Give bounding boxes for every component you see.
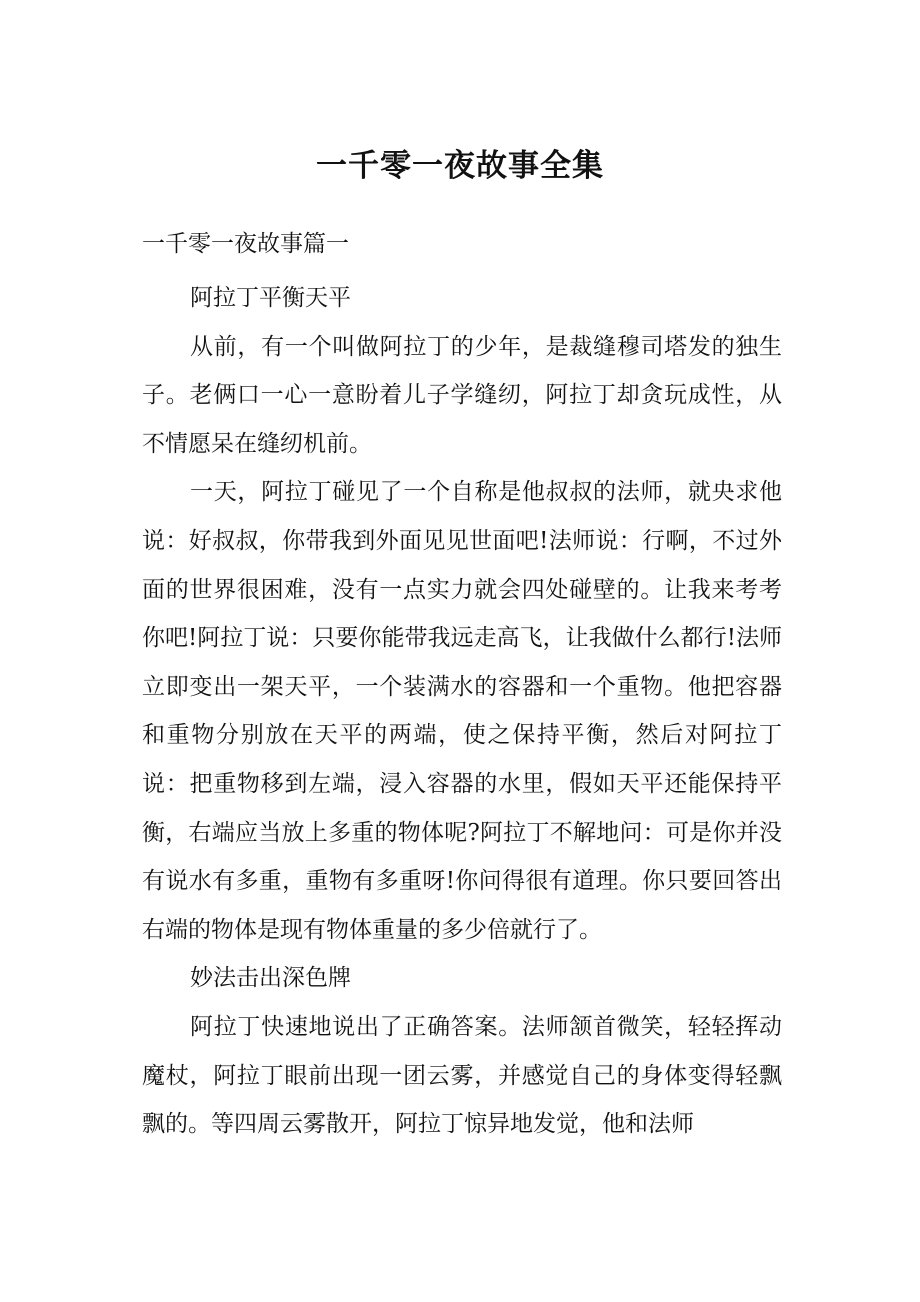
section-heading-aladdin-balance: 阿拉丁平衡天平 [190,285,351,311]
page-title: 一千零一夜故事全集 [316,148,604,184]
paragraph: 从前，有一个叫做阿拉丁的少年，是裁缝穆司塔发的独生子。老俩口一心一意盼着儿子学缝纫，阿拉丁却贪玩成性，从不情愿呆在缝纫机前。 [142,333,782,457]
paragraph: 一天，阿拉丁碰见了一个自称是他叔叔的法师，就央求他说：好叔叔，你带我到外面见见世面吧!法师说：行啊，不过外面的世界很困难，没有一点实力就会四处碰壁的。让我来考考你吧!阿拉丁说：只要你能带我远走高飞，让我做什么都行!法师立即变出一架天平，一个装满水的容器和一个重物。他把容器和重物分别放在天平的两端，使之保持平衡，然后对阿拉丁说：把重物移到左端，浸入容器的水里，假如天平还能保持平衡，右端应当放上多重的物体呢?阿拉丁不解地问：可是你并没有说水有多重，重物有多重呀!你问得很有道理。你只要回答出右端的物体是现有物体重量的多少倍就行了。 [142,479,782,943]
section-heading-dark-card: 妙法击出深色牌 [190,965,351,992]
document-body [142,274,782,1149]
paragraph: 阿拉丁快速地说出了正确答案。法师颔首微笑，轻轻挥动魔杖，阿拉丁眼前出现一团云雾，并感觉自己的身体变得轻飘飘的。等四周云雾散开，阿拉丁惊异地发觉，他和法师 [142,1013,782,1138]
document-subtitle: 一千零一夜故事篇一 [142,231,349,257]
